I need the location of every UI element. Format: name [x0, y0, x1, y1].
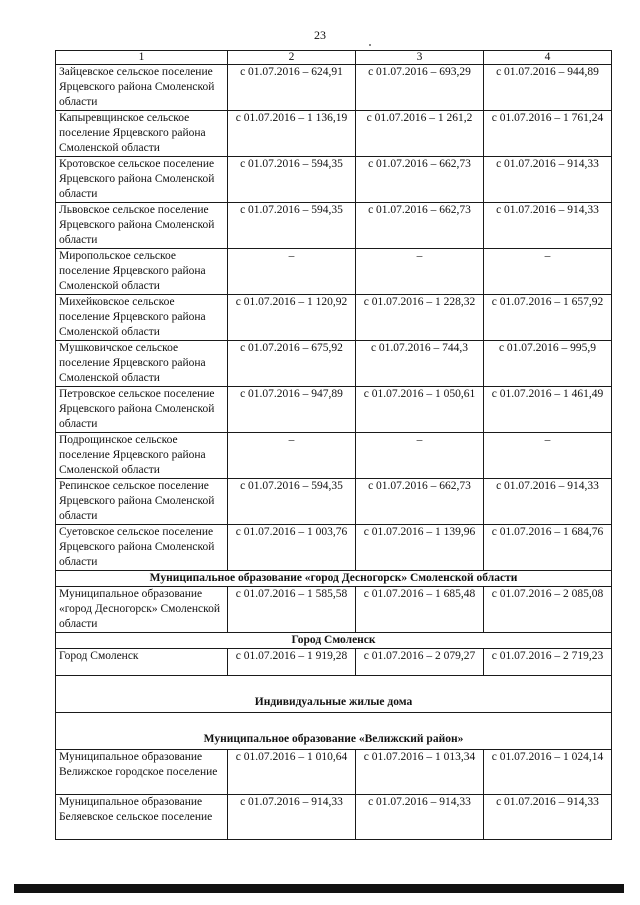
- tariff-column-2-cell: с 01.07.2016 – 594,35: [228, 157, 356, 203]
- scan-speck: [369, 44, 371, 46]
- table-row: [56, 433, 612, 479]
- tariff-column-3-cell: с 01.07.2016 – 662,73: [356, 479, 484, 525]
- table-row: [56, 111, 612, 157]
- tariff-column-2-cell: с 01.07.2016 – 594,35: [228, 203, 356, 249]
- tariff-column-4-cell: с 01.07.2016 – 914,33: [484, 203, 612, 249]
- table-row: [56, 157, 612, 203]
- tariff-column-2-cell: –: [228, 249, 356, 295]
- municipality-name-cell: Муниципальное образование «город Десногорск» Смоленской области: [56, 587, 228, 633]
- tariff-column-4-cell: –: [484, 433, 612, 479]
- tariff-column-4-cell: с 01.07.2016 – 914,33: [484, 795, 612, 840]
- municipality-name-cell: Муниципальное образование Беляевское сельское поселение: [56, 795, 228, 840]
- tariff-column-4-cell: с 01.07.2016 – 1 461,49: [484, 387, 612, 433]
- municipality-name-cell: Петровское сельское поселение Ярцевского района Смоленской области: [56, 387, 228, 433]
- tariff-column-3-cell: с 01.07.2016 – 1 050,61: [356, 387, 484, 433]
- tariff-column-4-cell: с 01.07.2016 – 944,89: [484, 65, 612, 111]
- table-body: [56, 65, 612, 840]
- municipality-name-cell: Капыревщинское сельское поселение Ярцевского района Смоленской области: [56, 111, 228, 157]
- tariff-column-4-cell: с 01.07.2016 – 1 761,24: [484, 111, 612, 157]
- tariff-table: [55, 50, 612, 840]
- section-title: Город Смоленск: [56, 633, 612, 649]
- tariff-column-3-cell: с 01.07.2016 – 1 228,32: [356, 295, 484, 341]
- municipality-name-cell: Муниципальное образование Велижское городское поселение: [56, 750, 228, 795]
- tariff-column-2-cell: с 01.07.2016 – 1 136,19: [228, 111, 356, 157]
- column-header-1: 1: [56, 51, 228, 65]
- tariff-column-3-cell: с 01.07.2016 – 1 139,96: [356, 525, 484, 571]
- table-row: [56, 387, 612, 433]
- tariff-column-3-cell: с 01.07.2016 – 2 079,27: [356, 649, 484, 676]
- section-title: Индивидуальные жилые дома: [56, 676, 612, 713]
- tariff-column-4-cell: с 01.07.2016 – 995,9: [484, 341, 612, 387]
- tariff-column-2-cell: с 01.07.2016 – 1 919,28: [228, 649, 356, 676]
- table-row: [56, 65, 612, 111]
- tariff-column-2-cell: с 01.07.2016 – 1 585,58: [228, 587, 356, 633]
- tariff-column-3-cell: с 01.07.2016 – 662,73: [356, 203, 484, 249]
- table-row: [56, 203, 612, 249]
- municipality-name-cell: Михейковское сельское поселение Ярцевского района Смоленской области: [56, 295, 228, 341]
- municipality-name-cell: Львовское сельское поселение Ярцевского района Смоленской области: [56, 203, 228, 249]
- tariff-column-2-cell: с 01.07.2016 – 624,91: [228, 65, 356, 111]
- section-title: Муниципальное образование «город Десногорск» Смоленской области: [56, 571, 612, 587]
- column-header-2: 2: [228, 51, 356, 65]
- column-header-3: 3: [356, 51, 484, 65]
- municipality-name-cell: Город Смоленск: [56, 649, 228, 676]
- table-row: [56, 587, 612, 633]
- municipality-name-cell: Мушковичское сельское поселение Ярцевского района Смоленской области: [56, 341, 228, 387]
- tariff-column-4-cell: с 01.07.2016 – 1 684,76: [484, 525, 612, 571]
- table-row: [56, 750, 612, 795]
- tariff-column-3-cell: –: [356, 249, 484, 295]
- tariff-column-3-cell: с 01.07.2016 – 1 013,34: [356, 750, 484, 795]
- tariff-column-4-cell: с 01.07.2016 – 2 719,23: [484, 649, 612, 676]
- tariff-column-4-cell: с 01.07.2016 – 2 085,08: [484, 587, 612, 633]
- tariff-column-3-cell: –: [356, 433, 484, 479]
- tariff-column-2-cell: с 01.07.2016 – 594,35: [228, 479, 356, 525]
- table-row: [56, 795, 612, 840]
- table-header-row: [56, 51, 612, 65]
- tariff-column-2-cell: с 01.07.2016 – 947,89: [228, 387, 356, 433]
- table-row: [56, 341, 612, 387]
- municipality-name-cell: Зайцевское сельское поселение Ярцевского района Смоленской области: [56, 65, 228, 111]
- column-header-4: 4: [484, 51, 612, 65]
- municipality-name-cell: Кротовское сельское поселение Ярцевского района Смоленской области: [56, 157, 228, 203]
- table-row: [56, 525, 612, 571]
- table-row: [56, 249, 612, 295]
- municipality-name-cell: Подрощинское сельское поселение Ярцевского района Смоленской области: [56, 433, 228, 479]
- tariff-column-4-cell: –: [484, 249, 612, 295]
- table-row: [56, 649, 612, 676]
- table-row: [56, 295, 612, 341]
- tariff-column-4-cell: с 01.07.2016 – 914,33: [484, 479, 612, 525]
- tariff-column-2-cell: с 01.07.2016 – 1 003,76: [228, 525, 356, 571]
- page-number: 23: [314, 28, 326, 42]
- tariff-column-3-cell: с 01.07.2016 – 662,73: [356, 157, 484, 203]
- municipality-name-cell: Суетовское сельское поселение Ярцевского района Смоленской области: [56, 525, 228, 571]
- municipality-name-cell: Репинское сельское поселение Ярцевского района Смоленской области: [56, 479, 228, 525]
- tariff-column-2-cell: с 01.07.2016 – 1 120,92: [228, 295, 356, 341]
- tariff-column-3-cell: с 01.07.2016 – 1 261,2: [356, 111, 484, 157]
- tariff-column-3-cell: с 01.07.2016 – 744,3: [356, 341, 484, 387]
- section-header-row: [56, 713, 612, 750]
- tariff-column-4-cell: с 01.07.2016 – 1 657,92: [484, 295, 612, 341]
- tariff-column-2-cell: с 01.07.2016 – 914,33: [228, 795, 356, 840]
- table-row: [56, 479, 612, 525]
- section-header-row: [56, 571, 612, 587]
- bottom-border-bar: [14, 884, 624, 893]
- tariff-column-4-cell: с 01.07.2016 – 1 024,14: [484, 750, 612, 795]
- tariff-column-3-cell: с 01.07.2016 – 693,29: [356, 65, 484, 111]
- municipality-name-cell: Миропольское сельское поселение Ярцевского района Смоленской области: [56, 249, 228, 295]
- section-header-row: [56, 633, 612, 649]
- tariff-column-2-cell: с 01.07.2016 – 1 010,64: [228, 750, 356, 795]
- tariff-column-4-cell: с 01.07.2016 – 914,33: [484, 157, 612, 203]
- tariff-column-2-cell: –: [228, 433, 356, 479]
- section-title: Муниципальное образование «Велижский район»: [56, 713, 612, 750]
- tariff-column-3-cell: с 01.07.2016 – 1 685,48: [356, 587, 484, 633]
- tariff-column-3-cell: с 01.07.2016 – 914,33: [356, 795, 484, 840]
- section-header-row: [56, 676, 612, 713]
- tariff-column-2-cell: с 01.07.2016 – 675,92: [228, 341, 356, 387]
